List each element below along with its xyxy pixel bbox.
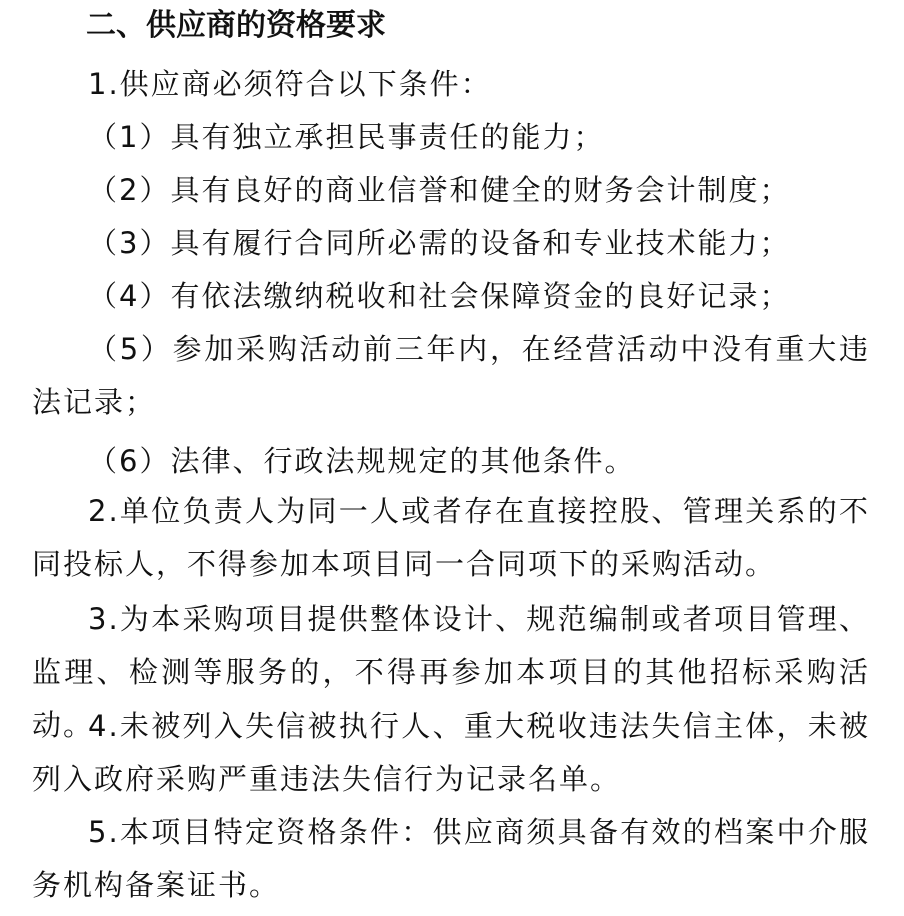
paragraph-condition-1: （1）具有独立承担民事责任的能力； [88, 120, 605, 154]
paragraph-condition-4: （4）有依法缴纳税收和社会保障资金的良好记录； [88, 279, 791, 313]
paragraph-condition-3: （3）具有履行合同所必需的设备和专业技术能力； [88, 226, 791, 260]
paragraph-item-5: 5.本项目特定资格条件：供应商须具备有效的档案中介服务机构备案证书。 [32, 815, 870, 902]
paragraph-item-4: 4.未被列入失信被执行人、重大税收违法失信主体，未被列入政府采购严重违法失信行为记录名单。 [32, 709, 870, 796]
paragraph-item-3: 3.为本采购项目提供整体设计、规范编制或者项目管理、监理、检测等服务的，不得再参加本项目的其他招标采购活动。 [32, 602, 870, 742]
paragraph-condition-2: （2）具有良好的商业信誉和健全的财务会计制度； [88, 173, 791, 207]
paragraph-condition-6: （6）法律、行政法规规定的其他条件。 [88, 444, 636, 478]
paragraph-condition-5: （5）参加采购活动前三年内，在经营活动中没有重大违法记录； [32, 332, 870, 419]
paragraph-item-2: 2.单位负责人为同一人或者存在直接控股、管理关系的不同投标人，不得参加本项目同一合同项下的采购活动。 [32, 494, 870, 581]
section-heading: 二、供应商的资格要求 [86, 8, 386, 43]
paragraph-conditions-intro: 1.供应商必须符合以下条件： [88, 67, 492, 101]
